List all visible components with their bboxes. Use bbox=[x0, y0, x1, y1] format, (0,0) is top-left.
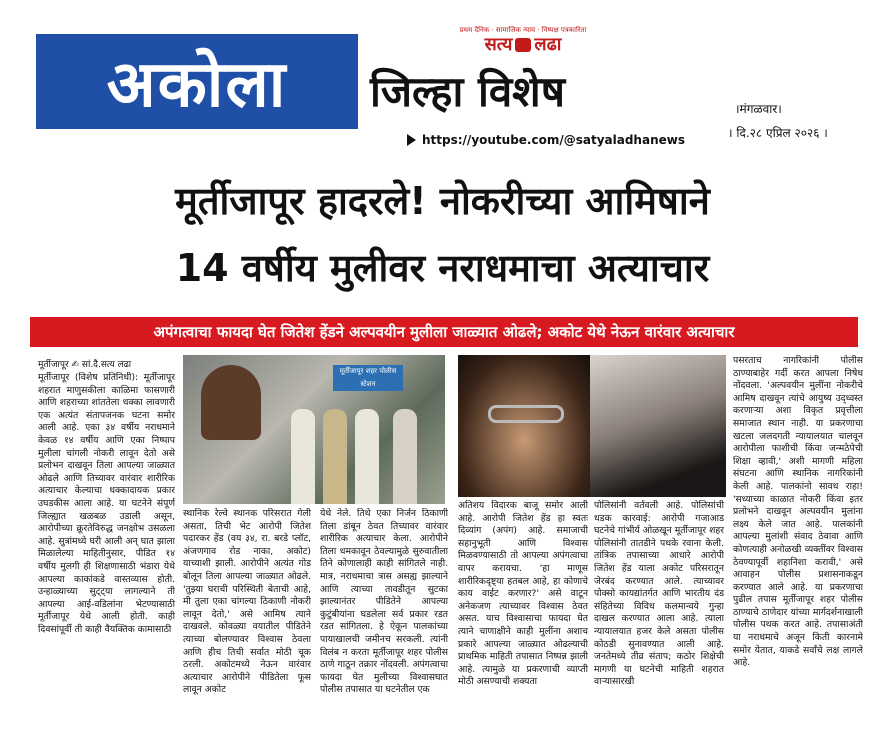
handcuffs-photo bbox=[458, 355, 590, 497]
person-figure bbox=[355, 409, 379, 504]
article-column-3: येथे नेले. तिथे एका निर्जन ठिकाणी तिला डांबून ठेवत तिच्यावर वारंवार शारीरिक अत्याचार केला. आरोपीने तिला धमकावून ठेवल्यामुळे सुरुवातीला तिने कोणालाही काही सांगितले नाही. मात्र, नराधमाचा त्रास असह्य झाल्याने आणि त्याच्या तावडीतून सुटका झाल्यानंतर पीडितेने आपल्या कुटुंबीयांना घडलेला सर्व प्रकार रडत रडत सांगितला. हे ऐकून पालकांच्या पायाखालची जमीनच सरकली. त्यांनी विलंब न करता मूर्तीजापूर शहर पोलीस ठाणे गाठून तक्रार नोंदवली. अपंगत्वाचा फायदा घेत मुलीच्या विश्वासघात पोलीस तपासात या घटनेतील एक bbox=[320, 508, 448, 696]
issue-date: । दि.२८ एप्रिल २०२६ । bbox=[728, 126, 828, 140]
youtube-url: https://youtube.com/@satyaladhanews bbox=[422, 133, 685, 147]
person-figure bbox=[291, 409, 315, 504]
article-column-2: स्थानिक रेल्वे स्थानक परिसरात गेली असता, तिची भेट आरोपी जितेश पदारकर हेंड (वय ३४, रा. बरडे प्लॉट, अंजणगाव रोड नाका, अकोट) याच्याशी झाली. आरोपीने अत्यंत गोड बोलून तिला आपल्या जाळ्यात ओढले. 'तुझ्या घराची परिस्थिती बेताची आहे, मी तुला एका चांगल्या ठिकाणी नोकरी लावून देतो,' असे आमिष त्याने दाखवले. कोवळ्या वयातील पीडितेने त्याच्या बोलण्यावर विश्वास ठेवला आणि हीच तिची सर्वात मोठी चूक ठरली. अकोटमध्ये नेऊन वारंवार अत्याचार आरोपीने पीडितेला फूस लावून अकोट bbox=[183, 508, 311, 696]
police-figure bbox=[323, 409, 347, 504]
police-station-photo bbox=[183, 355, 445, 504]
handcuffs-icon bbox=[488, 405, 564, 423]
station-signboard bbox=[333, 365, 403, 391]
logo-name-right: लढा bbox=[534, 34, 562, 55]
byline: मूर्तीजापूर ✍ सां.दै.सत्य लढा bbox=[38, 360, 132, 370]
article-column-4: अतिशय विदारक बाजू समोर आली आहे. आरोपी जितेश हेंड हा स्वतः दिव्यांग (अपंग) आहे. समाजाची सहानुभूती आणि विश्वास मिळवण्यासाठी तो आपल्या अपंगत्वाचा वापर करायचा. 'हा माणूस शारीरिकदृष्ट्या हतबल आहे, हा कोणाचे काय वाईट करणार?' असे वाटून अनेकजण त्याच्यावर विश्वास ठेवत असत. याच विश्वासाचा फायदा घेत त्याने चाणाक्षीने काही मुलींना अशाच प्रकारे आपल्या जाळ्यात ओढल्याची प्राथमिक माहिती तपासात निष्पन्न झाली आहे. त्यामुळे या प्रकरणाची व्याप्ती मोठी असण्याची शक्यता bbox=[458, 500, 588, 688]
play-icon bbox=[407, 134, 416, 146]
victim-silhouette-photo bbox=[590, 355, 726, 497]
headline-line-1: मूर्तीजापूर हादरले! नोकरीच्या आमिषाने bbox=[175, 179, 710, 223]
article-column-6: पसरताच नागरिकांनी पोलीस ठाण्याबाहेर गर्दी करत आपला निषेध नोंदवला. 'अल्पवयीन मुलींना नोकरीचे आमिष दाखवून त्यांचे आयुष्य उद्ध्वस्त करणाऱ्या अशा विकृत प्रवृत्तीला समाजात स्थान नाही. या प्रकरणाचा खटला जलदगती न्यायालयात चालवून आरोपीला फाशीची किंवा जन्मठेपेची शिक्षा व्हावी,' अशी मागणी महिला संघटना आणि स्थानिक नागरिकांनी केली आहे. पालकांनो सावध राहा! 'सध्याच्या काळात नोकरी किंवा इतर प्रलोभने दाखवून अल्पवयीन मुलांना लक्ष्य केले जात आहे. पालकांनी आपल्या मुलांशी संवाद ठेवावा आणि कोणत्याही अनोळखी व्यक्तींवर विश्वास ठेवण्यापूर्वी शहानिशा करावी,' असे आवाहन पोलीस प्रशासनाकडून करण्यात आले आहे. या प्रकरणाचा पुढील तपास मूर्तीजापूर शहर पोलीस ठाण्याचे ठाणेदार यांच्या मार्गदर्शनाखाली पोलीस पथक करत आहे. तपासाअंती या नराधमाचे अजून किती कारनामे समोर येतात, याकडे सर्वांचे लक्ष लागले आहे. bbox=[733, 355, 863, 669]
youtube-link[interactable] bbox=[407, 133, 685, 147]
fist-icon bbox=[515, 38, 531, 52]
article-column-1: मूर्तीजापूर (विशेष प्रतिनिधी): मूर्तीजापूर शहरात माणुसकीला काळिमा फासणारी आणि शहराच्या शांततेला धक्का लावणारी एक अत्यंत संतापजनक घटना समोर आली आहे. एका ३४ वर्षीय नराधमाने केवळ १४ वर्षीय आणि एका निष्पाप मुलीला चांगली नोकरी लावून देतो असे प्रलोभन दाखवून तिला आपल्या जाळ्यात ओढले आणि तिच्यावर वारंवार शारीरिक अत्याचार केल्याचा धक्कादायक प्रकार उघडकीस आला आहे. या घटनेने संपूर्ण जिल्ह्यात खळबळ उडाली असून, आरोपीच्या क्रूरतेविरुद्ध जनक्षोभ उसळला आहे. सुत्रांमध्ये घरी आली अन् घात झाला मिळालेल्या माहितीनुसार, पीडित १४ वर्षीय मुलगी ही शिक्षणासाठी भंडारा येथे आपल्या काकांकडे वास्तव्यास होती. उन्हाळ्याच्या सुट्ट्या लागल्याने ती आपल्या आई-वडिलांना भेटण्यासाठी मूर्तीजापूर येथे आली होती. काही दिवसांपूर्वी ती काही वैयक्तिक कामासाठी bbox=[38, 372, 175, 635]
person-figure bbox=[393, 409, 417, 504]
article-column-5: पोलिसांनी वर्तवली आहे. पोलिसांची धडक कारवाई: आरोपी गजाआड घटनेचे गांभीर्य ओळखून मूर्तीजापूर शहर पोलिसांनी तातडीने पथके रवाना केली. तांत्रिक तपासाच्या आधारे आरोपी जितेश हेंड याला अकोट परिसरातून जेरबंद करण्यात आले. त्याच्यावर पोक्सो कायद्यांतर्गत आणि भारतीय दंड संहितेच्या विविध कलमान्वये गुन्हा दाखल करण्यात आला आहे. त्याला न्यायालयात हजर केले असता पोलीस कोठडी सुनावण्यात आली आहे. जनतेमध्ये तीव्र संताप; कठोर शिक्षेची मागणी या घटनेची माहिती शहरात वाऱ्यासारखी bbox=[594, 500, 724, 688]
accused-portrait bbox=[201, 365, 261, 440]
logo-tagline: प्रथम दैनिक · सामाजिक न्याय · निष्पक्ष पत्रकारिता bbox=[459, 26, 587, 34]
brand-title: अकोला bbox=[106, 48, 288, 122]
issue-day: ।मंगळवार। bbox=[735, 102, 782, 116]
logo-name-left: सत्य bbox=[484, 34, 513, 55]
subheadline-bar: अपंगत्वाचा फायदा घेत जितेश हेंडने अल्पवयीन मुलीला जाळ्यात ओढले; अकोट येथे नेऊन वारंवार अत्याचार bbox=[30, 317, 858, 347]
newspaper-logo bbox=[438, 26, 608, 54]
station-sign-text: मूर्तीजापूर शहर पोलीस स्टेशन bbox=[339, 367, 397, 388]
brand-banner bbox=[36, 34, 358, 129]
district-special-title: जिल्हा विशेष bbox=[370, 67, 566, 116]
headline-line-2: 14 वर्षीय मुलीवर नराधमाचा अत्याचार bbox=[175, 246, 710, 290]
